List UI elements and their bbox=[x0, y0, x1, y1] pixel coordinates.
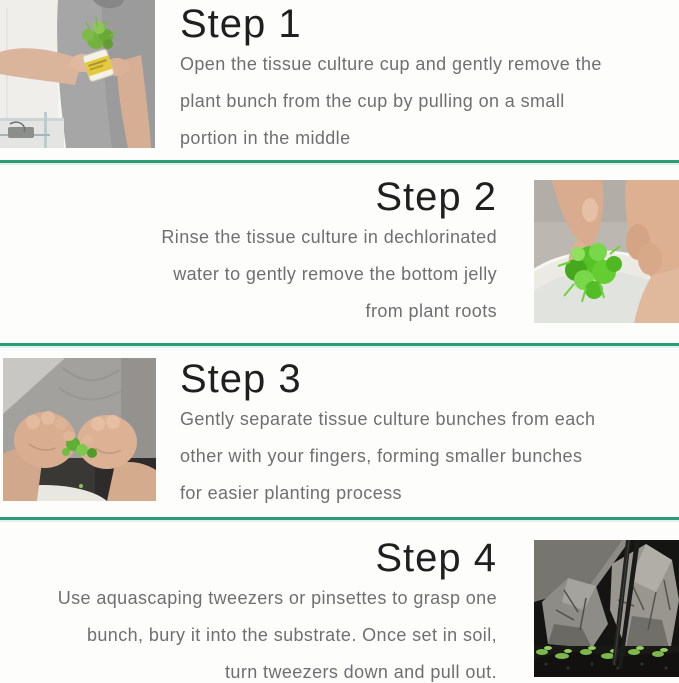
step-1-line-3: portion in the middle bbox=[180, 128, 351, 148]
step-4-line-1: Use aquascaping tweezers or pinsettes to grasp one bbox=[57, 588, 497, 608]
step-4-line-2: bunch, bury it into the substrate. Once set in soil, bbox=[86, 625, 497, 645]
step-3-title: Step 3 bbox=[180, 357, 302, 401]
tweezers-planting-illustration bbox=[534, 540, 679, 677]
step-2-photo bbox=[534, 180, 679, 323]
step-4-photo bbox=[534, 540, 679, 677]
step-3-line-3: for easier planting process bbox=[180, 483, 402, 503]
step-2-line-2: water to gently remove the bottom jelly bbox=[173, 264, 497, 284]
step-4-content bbox=[36, 536, 497, 683]
step-4-section bbox=[0, 520, 679, 683]
step-4-line-3: turn tweezers down and pull out. bbox=[225, 662, 497, 682]
hands-opening-cup-illustration bbox=[0, 0, 155, 148]
step-1-line-2: plant bunch from the cup by pulling on a small bbox=[180, 91, 565, 111]
step-2-title: Step 2 bbox=[375, 175, 497, 219]
step-1-line-1: Open the tissue culture cup and gently remove the bbox=[180, 54, 602, 74]
step-3-line-2: other with your fingers, forming smaller bunches bbox=[180, 446, 583, 466]
step-2-line-3: from plant roots bbox=[365, 301, 497, 321]
step-3-section bbox=[0, 346, 679, 517]
step-3-photo bbox=[3, 358, 156, 501]
step-3-content bbox=[180, 357, 650, 512]
separating-bunches-illustration bbox=[3, 358, 156, 501]
step-2-line-1: Rinse the tissue culture in dechlorinated bbox=[161, 227, 497, 247]
step-2-content bbox=[36, 175, 497, 330]
step-1-content bbox=[180, 2, 650, 157]
step-4-title: Step 4 bbox=[375, 536, 497, 580]
step-1-title: Step 1 bbox=[180, 2, 302, 46]
rinsing-plant-illustration bbox=[534, 180, 679, 323]
step-3-line-1: Gently separate tissue culture bunches from each bbox=[180, 409, 596, 429]
step-2-section bbox=[0, 163, 679, 343]
step-1-photo bbox=[0, 0, 155, 148]
step-1-section bbox=[0, 0, 679, 160]
